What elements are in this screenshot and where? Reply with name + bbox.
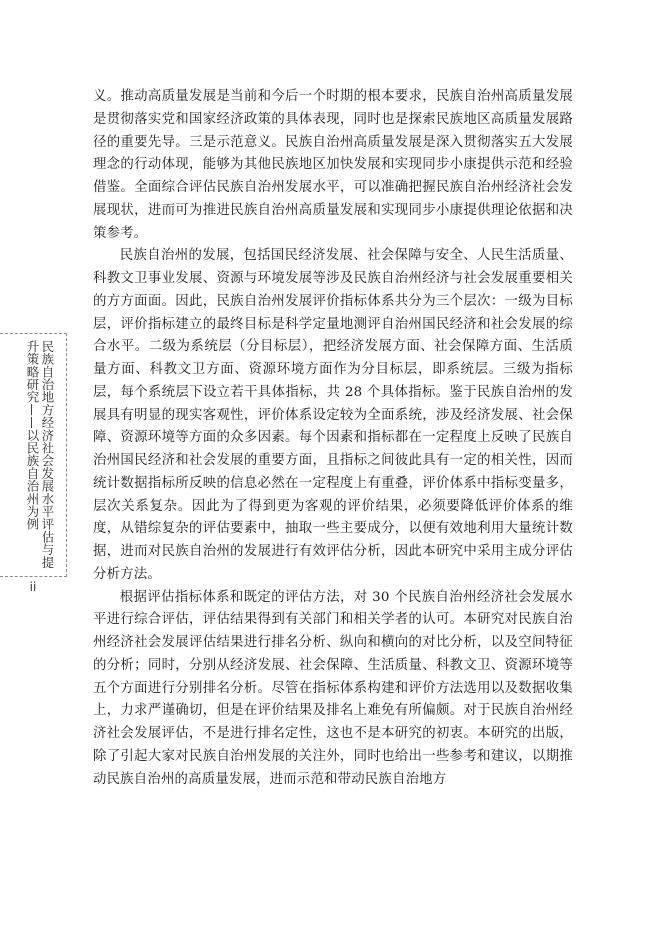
book-title: 民族自治地方经济社会发展水平评估与提升策略研究——以民族自治州为例 [25, 340, 55, 569]
paragraph: 民族自治州的发展，包括国民经济发展、社会保障与安全、人民生活质量、科教文卫事业发展、资源与环境发展等涉及民族自治州经济与社会发展重要相关的方方面面。因此，民族自治州发展评价指标体系共分为三个层次：一级为目标层，评价指标建立的最终目标是科学定量地测评自治州国民经济和社会发展的综合水平。二级为系统层（分目标层），把经济发展方面、社会保障方面、生活质量方面、科教文卫方面、资源环境方面作为分目标层，即系统层。三级为指标层，每个系统层下设立若干具体指标，共 28 个具体指标。鉴于民族自治州的发展具有明显的现实客观性，评价体系设定较为全面系统，涉及经济发展、社会保障、资源环境等方面的众多因素。每个因素和指标都在一定程度上反映了民族自治州国民经济和社会发展的重要方面，且指标之间彼此具有一定的相关性，因而统计数据指标所反映的信息必然在一定程度上有重叠，评价体系中指标变量多，层次关系复杂。因此为了得到更为客观的评价结果，必须要降低评价体系的维度，从错综复杂的评估要素中，抽取一些主要成分，以便有效地利用大量统计数据，进而对民族自治州的发展进行有效评估分析，因此本研究中采用主成分评估分析方法。 [93, 248, 573, 582]
body-text [93, 86, 573, 791]
page-number: ii [29, 580, 37, 594]
paragraph: 根据评估指标体系和既定的评估方法，对 30 个民族自治州经济社会发展水平进行综合评估，评估结果得到有关部门和相关学者的认可。本研究对民族自治州经济社会发展评估结果进行排名分析、纵向和横向的对比分析，以及空间特征的分析；同时，分别从经济发展、社会保障、生活质量、科教文卫、资源环境等五个方面进行分别排名分析。尽管在指标体系构建和评价方法选用以及数据收集上，力求严谨确切，但是在评价结果及排名上难免有所偏颇。对于民族自治州经济社会发展评估，不是进行排名定性，这也不是本研究的初衷。本研究的出版，除了引起大家对民族自治州发展的关注外，同时也给出一些参考和建议，以期推动民族自治州的高质量发展，进而示范和带动民族自治地方 [93, 589, 573, 787]
side-running-head [0, 333, 67, 577]
paragraph: 义。推动高质量发展是当前和今后一个时期的根本要求，民族自治州高质量发展是贯彻落实党和国家经济政策的具体表现，同时也是探索民族地区高质量发展路径的重要先导。三是示范意义。民族自治州高质量发展是深入贯彻落实五大发展理念的行动体现，能够为其他民族地区加快发展和实现同步小康提供示范和经验借鉴。全面综合评估民族自治州发展水平，可以准确把握民族自治州经济社会发展现状，进而可为推进民族自治州高质量发展和实现同步小康提供理论依据和决策参考。 [93, 89, 573, 241]
